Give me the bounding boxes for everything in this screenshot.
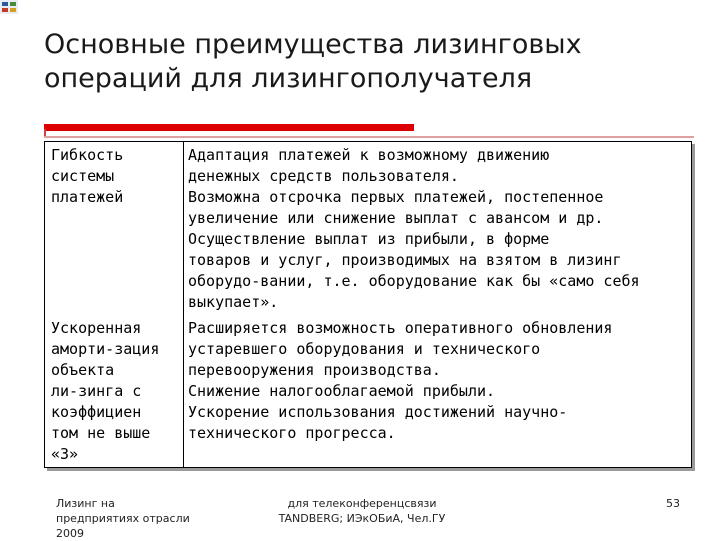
advantage-label-line: платежей bbox=[51, 188, 124, 206]
advantage-label-line: Гибкость bbox=[51, 146, 124, 164]
page-number: 53 bbox=[666, 497, 680, 510]
advantage-label-cell bbox=[45, 142, 184, 316]
advantage-label-cell bbox=[45, 315, 184, 467]
advantage-description-line: Возможна отсрочка первых платежей, постепенное bbox=[188, 188, 604, 206]
advantage-label-line: объекта bbox=[51, 361, 115, 380]
advantage-description-line: денежных средств пользователя. bbox=[188, 167, 459, 185]
advantage-description-cell bbox=[184, 315, 692, 467]
table-row bbox=[45, 142, 692, 316]
advantage-label-line: аморти-зация bbox=[51, 340, 160, 359]
table-row bbox=[45, 315, 692, 467]
advantage-label-line: Ускоренная bbox=[51, 319, 142, 338]
advantage-label-line: ли-зинга с bbox=[51, 382, 142, 401]
advantage-description-line: Осуществление выплат из прибыли, в форме bbox=[188, 230, 550, 248]
advantage-description-line: увеличение или снижение выплат с авансом и др. bbox=[188, 209, 604, 227]
advantage-description-line: Адаптация платежей к возможному движению bbox=[188, 146, 550, 164]
advantage-description-line: выкупает». bbox=[188, 293, 279, 311]
advantage-description-line: оборудо-вании, т.е. оборудование как бы «само себя bbox=[188, 272, 640, 290]
footer-course-title bbox=[56, 496, 216, 541]
footer-source bbox=[262, 496, 462, 526]
title-underline bbox=[44, 136, 694, 138]
advantage-label-line: системы bbox=[51, 167, 115, 185]
footer-left-line: Лизинг на bbox=[56, 497, 115, 510]
advantage-description-line: Ускорение использования достижений научно- bbox=[188, 403, 568, 422]
advantages-table bbox=[44, 141, 692, 468]
advantage-label-line: том не выше bbox=[51, 424, 151, 443]
advantage-description-line: устаревшего оборудования и технического bbox=[188, 340, 541, 359]
advantage-description-line: технического прогресса. bbox=[188, 424, 396, 443]
footer-center-line: TANDBERG; ИЭкОБиА, Чел.ГУ bbox=[278, 512, 446, 525]
advantage-description-line: Расширяется возможность оперативного обновления bbox=[188, 319, 613, 338]
advantage-label-line: «3» bbox=[51, 445, 79, 464]
title-accent-bar bbox=[44, 124, 414, 131]
slide-logo-icon bbox=[0, 0, 18, 14]
footer-left-line: предприятиях отрасли bbox=[56, 512, 190, 525]
advantage-description-line: товаров и услуг, производимых на взятом в лизинг bbox=[188, 251, 622, 269]
slide-title: Основные преимущества лизинговых операций для лизингополучателя bbox=[44, 29, 582, 94]
advantage-description-line: перевооружения производства. bbox=[188, 361, 441, 380]
advantage-description-cell bbox=[184, 142, 692, 316]
footer-left-line: 2009 bbox=[56, 527, 84, 540]
advantage-description-line: Снижение налогооблагаемой прибыли. bbox=[188, 382, 496, 401]
advantage-label-line: коэффициен bbox=[51, 403, 142, 422]
footer-center-line: для телеконференцсвязи bbox=[287, 497, 437, 510]
